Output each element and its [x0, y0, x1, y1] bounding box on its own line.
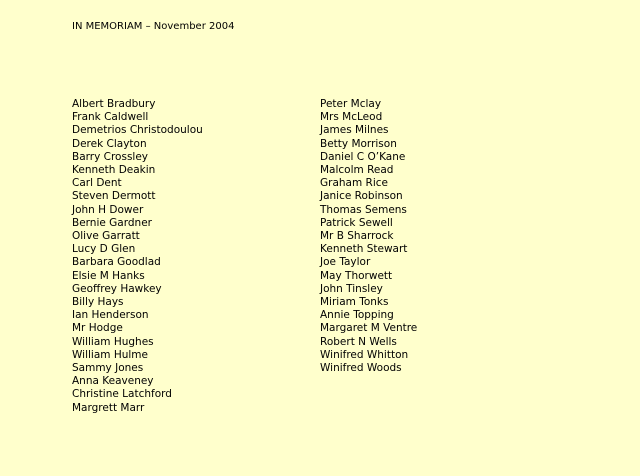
name-entry: Albert Bradbury: [72, 98, 156, 110]
name-entry: May Thorwett: [320, 269, 393, 282]
name-entry: Margaret M Ventre: [320, 322, 418, 335]
name-entry: Derek Clayton: [72, 137, 147, 150]
name-entry: Demetrios Christodoulou: [72, 124, 203, 137]
name-entry: Peter Mclay: [320, 98, 382, 110]
name-entry: Betty Morrison: [320, 137, 397, 150]
name-entry: Joe Taylor: [320, 256, 371, 269]
name-entry: Bernie Gardner: [72, 216, 152, 229]
name-entry: Barbara Goodlad: [72, 256, 161, 269]
name-entry: Billy Hays: [72, 296, 124, 309]
name-entry: Winifred Woods: [320, 362, 402, 375]
name-entry: Kenneth Stewart: [320, 243, 408, 256]
name-entry: William Hughes: [72, 335, 154, 348]
name-entry: Geoffrey Hawkey: [72, 282, 162, 295]
name-entry: Daniel C O’Kane: [320, 150, 406, 163]
name-entry: Kenneth Deakin: [72, 164, 156, 177]
name-entry: Graham Rice: [320, 177, 388, 190]
name-entry: Steven Dermott: [72, 190, 156, 203]
name-entry: Mr Hodge: [72, 322, 123, 335]
name-entry: Carl Dent: [72, 177, 122, 190]
names-column-right: [320, 98, 417, 375]
names-column-left: [72, 98, 203, 415]
name-entry: Ian Henderson: [72, 309, 149, 322]
name-entry: Miriam Tonks: [320, 296, 389, 309]
name-entry: Annie Topping: [320, 309, 394, 322]
name-entry: Malcolm Read: [320, 164, 394, 177]
name-entry: Thomas Semens: [320, 203, 407, 216]
name-entry: John Tinsley: [320, 282, 383, 295]
name-entry: Sammy Jones: [72, 362, 144, 375]
name-entry: John H Dower: [72, 203, 144, 216]
name-entry: James Milnes: [320, 124, 389, 137]
name-entry: Mrs McLeod: [320, 111, 383, 124]
page-title: IN MEMORIAM – November 2004: [72, 21, 235, 32]
name-entry: Anna Keaveney: [72, 375, 154, 388]
name-entry: Lucy D Glen: [72, 243, 136, 256]
name-entry: William Hulme: [72, 348, 148, 361]
name-entry: Christine Latchford: [72, 388, 172, 401]
name-entry: Winifred Whitton: [320, 348, 409, 361]
name-entry: Janice Robinson: [320, 190, 403, 203]
name-entry: Mr B Sharrock: [320, 230, 394, 243]
name-entry: Elsie M Hanks: [72, 269, 145, 282]
name-entry: Robert N Wells: [320, 335, 397, 348]
name-entry: Olive Garratt: [72, 230, 140, 243]
name-entry: Frank Caldwell: [72, 111, 149, 124]
name-entry: Margrett Marr: [72, 401, 145, 414]
name-entry: Barry Crossley: [72, 150, 149, 163]
name-entry: Patrick Sewell: [320, 216, 393, 229]
